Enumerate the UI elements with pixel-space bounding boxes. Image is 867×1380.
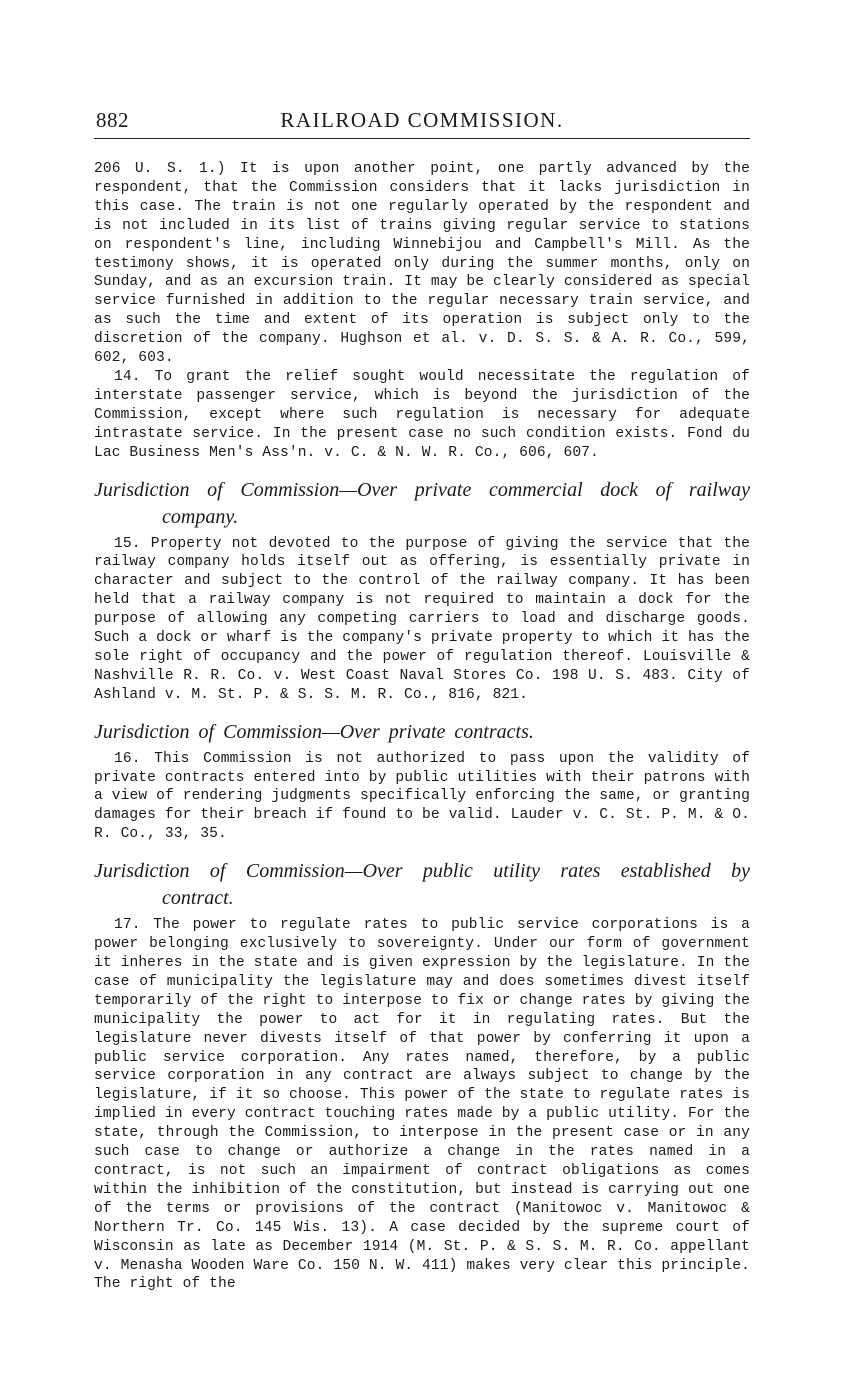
paragraph-continuation: 206 U. S. 1.) It is upon another point, one partly advanced by the respondent, that the Commission considers that it lacks jurisdiction in this case. The train is not one regularly operated by the respondent and is not included in its list of trains giving regular service to stations on respondent's line, including Winnebijou and Campbell's Mill. As the testimony shows, it is operated only during the summer months, only on Sunday, and as an excursion train. It may be clearly considered as special service furnished in addition to the regular necessary train service, and as such the time and extent of its operation is subject only to the discretion of the company. Hughson et al. v. D. S. S. & A. R. Co., 599, 602, 603. bbox=[94, 161, 750, 367]
section-heading-16: Jurisdiction of Commission—Over private contracts. bbox=[94, 720, 534, 743]
paragraph-15: 15. Property not devoted to the purpose of giving the service that the railway company holds itself out as offering, is essentially private in character and subject to the control of the railway company. It has been held that a railway company is not required to maintain a dock for the purpose of allowing any competing carriers to load and discharge goods. Such a dock or wharf is the company's private property to which it has the sole right of occupancy and the power of regulation thereof. Louisville & Nashville R. R. Co. v. West Coast Naval Stores Co. 198 U. S. 483. City of Ashland v. M. St. P. & S. S. M. R. Co., 816, 821. bbox=[94, 535, 750, 703]
paragraph-17: 17. The power to regulate rates to public service corporations is a power belonging exclusively to sovereignty. Under our form of government it inheres in the state and is given expression by the legislature. In the case of municipality the legislature may and does sometimes divest itself temporarily of the right to interpose to fix or change rates by giving the municipality the power to act for it in regulating rates. But the legislature never divests itself of that power by conferring it upon a public service corporation. Any rates named, therefore, by a public service corporation in any contract are always subject to change by the legislature, if it so choose. This power of the state to regulate rates is implied in every contract touching rates made by a public utility. For the state, through the Commission, to interpose in the present case or in any such case to change or authorize a change in the rates named in a contract, is not such an impairment of contract obligations as comes within the inhibition of the constitution, but instead is carrying out one of the terms or provisions of the contract (Manitowoc v. Manitowoc & Northern Tr. Co. 145 Wis. 13). A case decided by the supreme court of Wisconsin as late as December 1914 (M. St. P. & S. S. M. R. Co. appellant v. Menasha Wooden Ware Co. 150 N. W. 411) makes very clear this principle. The right of the bbox=[94, 917, 750, 1293]
running-head: RAILROAD COMMISSION. bbox=[280, 108, 564, 132]
section-heading-15: Jurisdiction of Commission—Over private commercial dock of railway company. bbox=[94, 478, 750, 528]
section-heading-17: Jurisdiction of Commission—Over public utility rates established by contract. bbox=[94, 860, 750, 910]
page-number: 882 bbox=[96, 108, 129, 132]
body-text bbox=[94, 160, 750, 1294]
paragraph-16: 16. This Commission is not authorized to pass upon the validity of private contracts entered into by public utilities with their patrons with a view of rendering judgments specifically enforcing the same, or granting damages for their breach if found to be valid. Lauder v. C. St. P. M. & O. R. Co., 33, 35. bbox=[94, 750, 750, 843]
paragraph-14: 14. To grant the relief sought would necessitate the regulation of interstate passenger service, which is beyond the jurisdiction of the Commission, except where such regulation is necessary for adequate intrastate service. In the present case no such condition exists. Fond du Lac Business Men's Ass'n. v. C. & N. W. R. Co., 606, 607. bbox=[94, 368, 750, 461]
document-page bbox=[94, 0, 750, 1294]
page-header bbox=[94, 107, 750, 139]
